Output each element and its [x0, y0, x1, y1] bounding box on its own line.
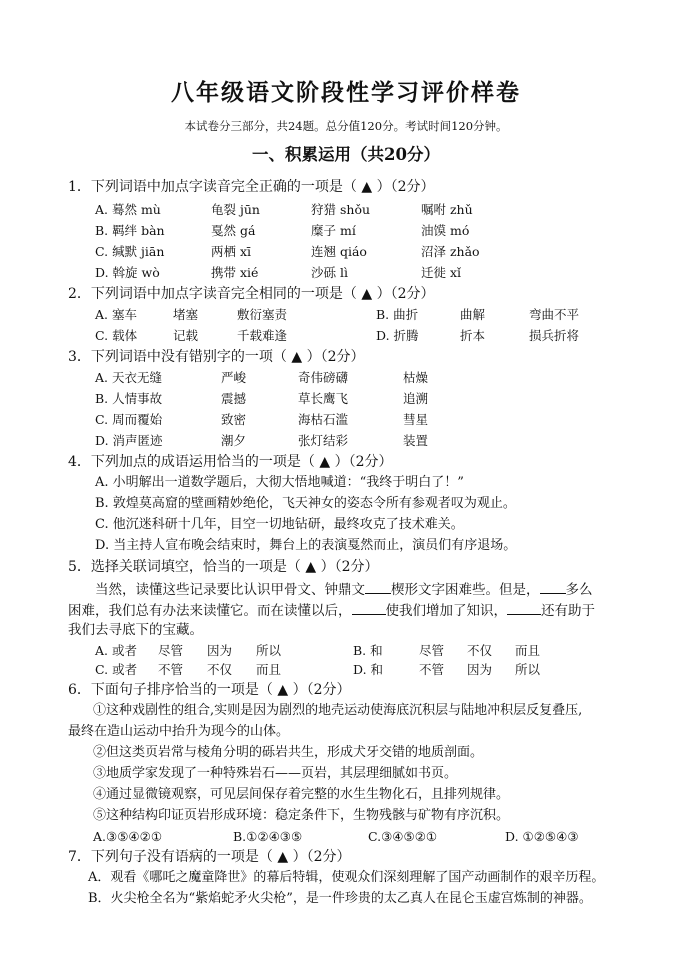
passage-text: 多么	[565, 582, 593, 598]
option-cell: 而且	[515, 643, 541, 658]
option-cell: 海枯石滥	[298, 412, 349, 427]
option-cell: 因为	[207, 643, 233, 658]
section-heading: 一、积累运用（共20分）	[252, 145, 440, 164]
question-1-stem: 1．下列词语中加点字读音完全正确的一项是（ ▲ ）（2分）	[68, 179, 435, 195]
question-4-option: D. 当主持人宣布晚会结束时，舞台上的表演戛然而止，演员们有序退场。	[95, 538, 517, 553]
option-cell: C. 或者	[95, 662, 138, 677]
option-cell: C.③④⑤②①	[368, 829, 438, 844]
option-cell: 潮夕	[221, 433, 247, 448]
option-cell: 敷衍塞责	[237, 307, 288, 322]
page-title: 八年级语文阶段性学习评价样卷	[171, 79, 521, 106]
option-cell: A.③⑤④②①	[93, 829, 163, 844]
passage-text: 楔形文字困难些。但是，	[391, 582, 540, 598]
question-5-passage-line	[95, 579, 593, 599]
option-cell: 所以	[256, 643, 282, 658]
option-cell: 记载	[173, 328, 199, 343]
option-cell: 不仅	[207, 662, 233, 677]
option-cell: 龟裂 jūn	[211, 202, 260, 217]
option-cell: D. 折腾	[376, 328, 419, 343]
answer-blank	[507, 600, 541, 615]
option-cell: 尽管	[158, 643, 184, 658]
question-7-option: A．观看《哪吒之魔童降世》的幕后特辑，使观众们深刻理解了国产动画制作的艰辛历程。	[88, 870, 605, 885]
answer-blank	[540, 579, 566, 594]
option-cell: 奇伟磅礴	[298, 370, 349, 385]
option-cell: D. 斡旋 wò	[95, 265, 160, 280]
option-cell: 而且	[256, 662, 282, 677]
option-cell: 戛然 gá	[211, 223, 256, 238]
option-cell: D. 消声匿迹	[95, 433, 163, 448]
option-cell: 沼泽 zhǎo	[421, 244, 480, 259]
option-cell: 所以	[515, 662, 541, 677]
option-cell: 连翘 qiáo	[311, 244, 367, 259]
option-cell: 追溯	[403, 391, 429, 406]
passage-text: 困难，我们总有办法来读懂它。而在读懂以后，	[68, 603, 352, 619]
option-cell: D. 和	[353, 662, 384, 677]
option-cell: 彗星	[403, 412, 429, 427]
option-cell: 装置	[403, 433, 429, 448]
question-4-option: C. 他沉迷科研十几年，目空一切地钻研，最终攻克了技术难关。	[95, 517, 464, 532]
option-cell: 沙砾 lì	[311, 265, 348, 280]
answer-blank	[365, 579, 391, 594]
option-cell: B. 曲折	[376, 307, 419, 322]
question-6-sentence: ③地质学家发现了一种特殊岩石——页岩，其层理细腻如书页。	[93, 766, 458, 781]
option-cell: 油馍 mó	[421, 223, 470, 238]
option-cell: C. 缄默 jiān	[95, 244, 165, 259]
option-cell: B. 羁绊 bàn	[95, 223, 165, 238]
option-cell: 弯曲不平	[529, 307, 580, 322]
question-6-sentence: ②但这类页岩常与棱角分明的砾岩共生，形成犬牙交错的地质剖面。	[93, 745, 484, 760]
option-cell: 因为	[467, 662, 493, 677]
option-cell: 折本	[460, 328, 486, 343]
option-cell: 狩猎 shǒu	[311, 202, 371, 217]
question-5-stem: 5．选择关联词填空，恰当的一项是（ ▲ ）（2分）	[68, 559, 379, 575]
option-cell: B. 和	[353, 643, 383, 658]
question-4-option: A. 小明解出一道数学题后，大彻大悟地喊道：“我终于明白了！”	[95, 475, 464, 490]
option-cell: 草长鹰飞	[298, 391, 349, 406]
option-cell: 不管	[158, 662, 184, 677]
option-cell: 千载难逢	[237, 328, 288, 343]
option-cell: 不仅	[467, 643, 493, 658]
option-cell: C. 载体	[95, 328, 138, 343]
option-cell: 不管	[419, 662, 445, 677]
option-cell: B. 人情事故	[95, 391, 163, 406]
question-6-sentence: ⑤这种结构印证页岩形成环境：稳定条件下，生物残骸与矿物有序沉积。	[93, 808, 510, 823]
question-6-stem: 6．下面句子排序恰当的一项是（ ▲ ）（2分）	[68, 682, 351, 698]
answer-blank	[352, 600, 386, 615]
option-cell: D. ①②⑤④③	[505, 829, 579, 844]
option-cell: 两栖 xī	[211, 244, 252, 259]
passage-text: 还有助于	[541, 603, 595, 619]
option-cell: 严峻	[221, 370, 247, 385]
option-cell: C. 周而覆始	[95, 412, 163, 427]
passage-text: 当然，读懂这些记录要比认识甲骨文、钟鼎文	[95, 582, 365, 598]
passage-text: 使我们增加了知识，	[385, 603, 507, 619]
option-cell: 糜子 mí	[311, 223, 356, 238]
question-4-option: B. 敦煌莫高窟的壁画精妙绝伦，飞天神女的姿态令所有参观者叹为观止。	[95, 496, 516, 511]
option-cell: A. 蓦然 mù	[95, 202, 161, 217]
question-7-option: B．火尖枪全名为“紫焰蛇矛火尖枪”，是一件珍贵的太乙真人在昆仑玉虚宫炼制的神器。	[88, 891, 592, 906]
question-2-stem: 2．下列词语中加点字读音完全相同的一项是（ ▲ ）（2分）	[68, 286, 435, 302]
option-cell: 张灯结彩	[298, 433, 349, 448]
question-6-sentence: 最终在造山运动中抬升为现今的山体。	[68, 724, 290, 739]
option-cell: 堵塞	[173, 307, 199, 322]
option-cell: A. 塞车	[95, 307, 137, 322]
exam-instructions: 本试卷分三部分，共24题。总分值120分。考试时间120分钟。	[184, 119, 508, 133]
option-cell: 枯燥	[403, 370, 429, 385]
option-cell: B.①②④③⑤	[233, 829, 303, 844]
option-cell: 尽管	[419, 643, 445, 658]
question-7-stem: 7．下列句子没有语病的一项是（ ▲ ）（2分）	[68, 849, 351, 865]
option-cell: 迁徙 xǐ	[421, 265, 462, 280]
option-cell: 震撼	[221, 391, 247, 406]
question-5-passage-line: 我们去寻底下的宝藏。	[68, 622, 203, 638]
question-3-stem: 3．下列词语中没有错别字的一项（ ▲ ）（2分）	[68, 349, 365, 365]
question-5-passage-line	[68, 600, 595, 620]
question-6-sentence: ④通过显微镜观察，可见层间保存着完整的水生生物化石，且排列规律。	[93, 787, 510, 802]
question-4-stem: 4．下列加点的成语运用恰当的一项是（ ▲ ）（2分）	[68, 454, 393, 470]
option-cell: 损兵折将	[529, 328, 580, 343]
question-6-sentence: ①这种戏剧性的组合,实则是因为剧烈的地壳运动使海底沉积层与陆地冲积层反复叠压,	[93, 703, 583, 718]
option-cell: A. 或者	[95, 643, 137, 658]
option-cell: 致密	[221, 412, 247, 427]
option-cell: 嘱咐 zhǔ	[421, 202, 473, 217]
option-cell: A. 天衣无缝	[95, 370, 162, 385]
option-cell: 携带 xié	[211, 265, 259, 280]
option-cell: 曲解	[460, 307, 486, 322]
